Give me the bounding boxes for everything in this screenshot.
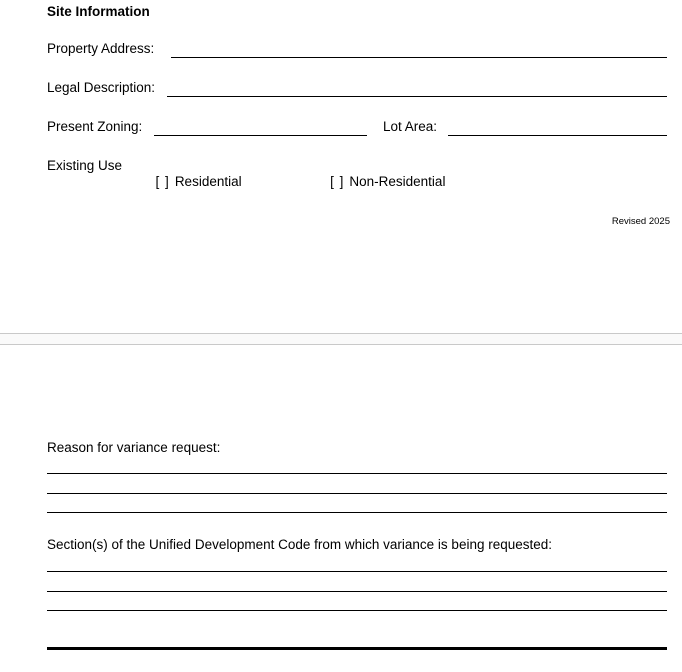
existing-use-row <box>47 158 445 206</box>
code-sections-field-line-1[interactable] <box>47 571 667 572</box>
lot-area-field[interactable] <box>448 135 667 136</box>
lot-area-label: Lot Area: <box>383 119 438 134</box>
reason-field-line-3[interactable] <box>47 512 667 513</box>
present-zoning-label: Present Zoning: <box>47 119 143 134</box>
present-zoning-field[interactable] <box>154 135 367 136</box>
residential-label: Residential <box>174 174 242 189</box>
existing-use-option-non-residential <box>308 158 446 206</box>
residential-checkbox[interactable]: [ ] <box>155 174 170 189</box>
reason-field-line-2[interactable] <box>47 493 667 494</box>
code-sections-field-line-3[interactable] <box>47 610 667 611</box>
legal-description-label: Legal Description: <box>47 80 156 95</box>
legal-description-field[interactable] <box>167 96 667 97</box>
non-residential-checkbox[interactable]: [ ] <box>330 174 345 189</box>
existing-use-option-residential <box>133 158 242 206</box>
code-sections-field-line-2[interactable] <box>47 591 667 592</box>
page-break-divider <box>0 333 682 345</box>
revised-note: Revised 2025 <box>611 216 670 227</box>
property-address-label: Property Address: <box>47 41 155 56</box>
non-residential-label: Non-Residential <box>349 174 446 189</box>
property-address-field[interactable] <box>171 57 667 58</box>
bottom-field-line[interactable] <box>47 647 667 650</box>
existing-use-label: Existing Use <box>47 158 123 173</box>
code-sections-label: Section(s) of the Unified Development Code from which variance is being requested: <box>47 537 553 552</box>
reason-for-variance-label: Reason for variance request: <box>47 440 221 455</box>
reason-field-line-1[interactable] <box>47 473 667 474</box>
site-information-heading: Site Information <box>47 4 150 19</box>
